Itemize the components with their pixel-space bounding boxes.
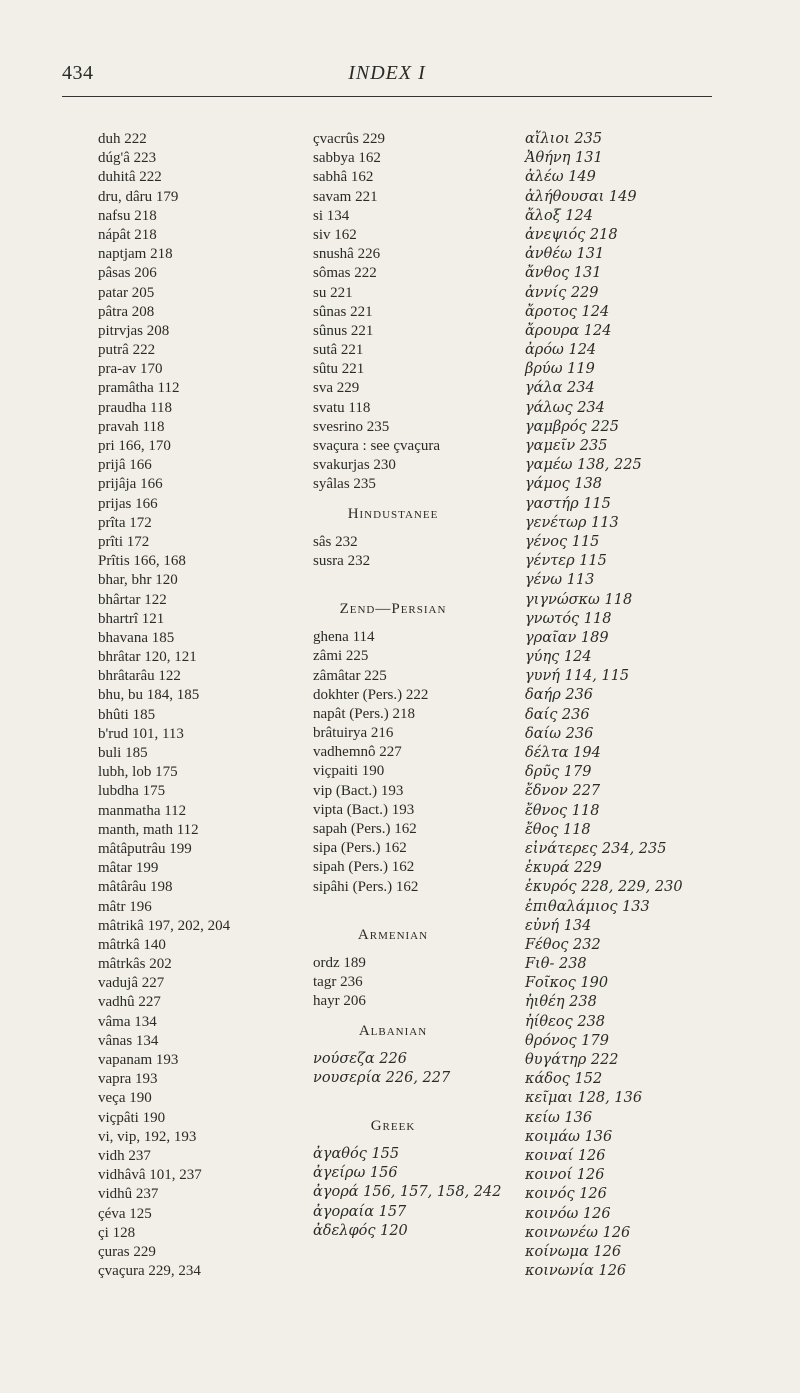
- index-entry: si 134: [313, 207, 350, 224]
- index-entry: γένος 115: [525, 533, 600, 550]
- index-entry: vâma 134: [98, 1013, 157, 1030]
- index-entry: vadhemnô 227: [313, 744, 402, 761]
- index-column-1: [98, 130, 298, 1281]
- index-entry: viçpaiti 190: [313, 763, 385, 780]
- index-entry: vi, vip, 192, 193: [98, 1128, 197, 1145]
- index-entry: sûnas 221: [313, 303, 373, 320]
- index-entry: γνωτός 118: [525, 610, 612, 627]
- index-entry: ἀγείρω 156: [313, 1165, 398, 1182]
- index-entry: ἀγαθός 155: [313, 1146, 400, 1163]
- index-entry: ἑκυρός 228, 229, 230: [525, 879, 683, 896]
- index-entry: Fιθ- 238: [525, 956, 587, 973]
- index-entry: γάλως 234: [525, 399, 605, 416]
- index-entry: sipa (Pers.) 162: [313, 840, 407, 857]
- section-heading-albanian: Albanian: [358, 1022, 428, 1039]
- index-entry: κοινόω 126: [525, 1205, 611, 1222]
- index-entry: praudha 118: [98, 399, 173, 416]
- index-entry: ἄνθος 131: [525, 265, 602, 282]
- index-entry: ἄροτος 124: [525, 303, 610, 320]
- index-entry: γέντερ 115: [525, 553, 607, 570]
- index-entry: mâtrkâ 140: [98, 936, 166, 953]
- index-entry: θυγάτηρ 222: [525, 1052, 619, 1068]
- index-entry: νουσερία 226, 227: [313, 1069, 451, 1086]
- index-entry: zâmâtar 225: [313, 667, 387, 684]
- index-entry: δαήρ 236: [525, 687, 594, 704]
- index-entry: ἐπιθαλάμιος 133: [525, 898, 650, 915]
- section-heading-hindustanee: Hindustanee: [347, 505, 439, 522]
- index-entry: duhitâ 222: [98, 169, 162, 186]
- index-entry: mâtâputrâu 199: [98, 840, 192, 857]
- index-entry: vidh 237: [98, 1147, 151, 1164]
- index-entry: vidhû 237: [98, 1186, 159, 1203]
- index-entry: κοινοί 126: [525, 1167, 605, 1184]
- index-entry: γενέτωρ 113: [525, 514, 619, 531]
- index-entry: γάλα 234: [525, 380, 595, 397]
- index-entry: bhrâtarâu 122: [98, 668, 181, 685]
- index-entry: sipâhi (Pers.) 162: [313, 878, 419, 895]
- spacer: [313, 571, 513, 590]
- index-entry: syâlas 235: [313, 476, 376, 493]
- section-heading-armenian: Armenian: [357, 926, 429, 943]
- index-entry: κείω 136: [525, 1109, 593, 1126]
- index-entry: çéva 125: [98, 1205, 152, 1222]
- index-entry: dru, dâru 179: [98, 188, 179, 205]
- index-entry: ἀγοραία 157: [313, 1203, 407, 1220]
- index-column-2: [313, 130, 513, 1241]
- index-entry: ἔθνος 118: [525, 802, 600, 819]
- index-entry: sabhâ 162: [313, 169, 374, 186]
- section-heading-zend-persian: Zend—Persian: [339, 601, 447, 618]
- index-entry: ἀγορά 156, 157, 158, 242: [313, 1184, 502, 1201]
- index-entry: dokhter (Pers.) 222: [313, 686, 429, 703]
- spacer: [313, 897, 513, 916]
- index-entry: vipta (Bact.) 193: [313, 801, 415, 818]
- index-entry: ἀλήθουσαι 149: [525, 188, 637, 205]
- index-entry: buli 185: [98, 745, 148, 761]
- index-entry: vip (Bact.) 193: [313, 782, 404, 799]
- index-entry: bhavana 185: [98, 629, 175, 646]
- index-entry: pâsas 206: [98, 265, 157, 282]
- index-entry: bhu, bu 184, 185: [98, 687, 200, 704]
- index-entry: vânas 134: [98, 1032, 159, 1049]
- index-entry: Prîtis 166, 168: [98, 553, 186, 570]
- index-entry: θρόνος 179: [525, 1032, 609, 1049]
- index-entry: pramâtha 112: [98, 380, 180, 397]
- index-entry: εἰνάτερες 234, 235: [525, 840, 667, 857]
- index-entry: γύης 124: [525, 649, 592, 666]
- index-entry: mâtrikâ 197, 202, 204: [98, 917, 231, 934]
- index-entry: putrâ 222: [98, 342, 156, 359]
- index-entry: ἀνεψιός 218: [525, 226, 618, 243]
- index-entry: tagr 236: [313, 974, 363, 991]
- index-entry: svakurjas 230: [313, 457, 396, 474]
- index-entry: αἴλιοι 235: [525, 131, 603, 147]
- index-entry: b'rud 101, 113: [98, 725, 184, 742]
- index-entry: κοινωνέω 126: [525, 1224, 631, 1241]
- index-entry: çvaçura 229, 234: [98, 1263, 201, 1280]
- index-entry: pra-av 170: [98, 361, 163, 378]
- index-entry: çvacrûs 229: [313, 131, 386, 147]
- index-entry: lubh, lob 175: [98, 764, 178, 781]
- index-entry: naptjam 218: [98, 246, 173, 263]
- index-entry: prijas 166: [98, 495, 158, 512]
- index-entry: svatu 118: [313, 399, 371, 416]
- index-entry: zâmi 225: [313, 648, 369, 665]
- index-entry: Fοῖκος 190: [525, 975, 609, 992]
- index-entry: δρῦς 179: [525, 764, 592, 781]
- index-entry: Ἀθήνη 131: [525, 150, 603, 167]
- index-entry: çuras 229: [98, 1243, 156, 1260]
- page-number: 434: [62, 62, 94, 84]
- index-entry: mâtârâu 198: [98, 879, 173, 896]
- index-entry: vidhâvâ 101, 237: [98, 1167, 202, 1184]
- index-entry: γαμέω 138, 225: [525, 457, 642, 474]
- index-entry: bhartrî 121: [98, 610, 165, 627]
- index-entry: γένω 113: [525, 572, 595, 589]
- index-entry: δαίς 236: [525, 706, 590, 723]
- index-entry: patar 205: [98, 284, 155, 301]
- index-entry: lubdha 175: [98, 783, 166, 800]
- index-entry: ἀννίς 229: [525, 284, 599, 301]
- index-entry: κοιναί 126: [525, 1147, 606, 1164]
- index-entry: hayr 206: [313, 993, 366, 1010]
- index-entry: ἔθος 118: [525, 821, 591, 838]
- index-entry: sutâ 221: [313, 342, 364, 359]
- index-entry: bhar, bhr 120: [98, 572, 178, 589]
- index-entry: ἄλοξ 124: [525, 207, 593, 224]
- index-entry: viçpâti 190: [98, 1109, 166, 1126]
- index-entry: pâtra 208: [98, 303, 155, 320]
- index-entry: κοινωνία 126: [525, 1263, 627, 1280]
- spacer: [313, 1088, 513, 1107]
- index-entry: ἑκυρά 229: [525, 860, 602, 877]
- index-entry: savam 221: [313, 188, 378, 205]
- index-entry: nápât 218: [98, 226, 157, 243]
- index-entry: sâs 232: [313, 533, 358, 550]
- index-entry: napât (Pers.) 218: [313, 705, 416, 722]
- index-entry: δέλτα 194: [525, 745, 601, 761]
- index-column-3: [525, 130, 740, 1281]
- index-entry: ἀδελφός 120: [313, 1222, 408, 1239]
- index-entry: mâtar 199: [98, 860, 159, 877]
- index-entry: snushâ 226: [313, 246, 381, 263]
- index-entry: pravah 118: [98, 418, 165, 435]
- index-entry: ἀνθέω 131: [525, 246, 605, 263]
- index-entry: ἀλέω 149: [525, 169, 596, 186]
- index-entry: prijâja 166: [98, 476, 163, 493]
- index-entry: vadujâ 227: [98, 975, 165, 992]
- index-entry: ἠίθεος 238: [525, 1013, 606, 1030]
- index-entry: κοίνωμα 126: [525, 1243, 622, 1260]
- index-entry: γαμβρός 225: [525, 418, 619, 435]
- index-entry: sapah (Pers.) 162: [313, 821, 417, 837]
- index-entry: εὐνή 134: [525, 917, 592, 934]
- page-header: [62, 62, 712, 100]
- index-entry: mâtrkâs 202: [98, 956, 172, 973]
- index-entry: sômas 222: [313, 265, 377, 282]
- index-entry: κεῖμαι 128, 136: [525, 1090, 643, 1107]
- index-entry: prîti 172: [98, 533, 150, 550]
- index-entry: su 221: [313, 284, 353, 301]
- index-entry: βρύω 119: [525, 361, 595, 378]
- index-entry: ἀρόω 124: [525, 342, 597, 359]
- index-entry: dúg'â 223: [98, 150, 157, 167]
- running-title: INDEX I: [348, 62, 426, 84]
- index-entry: manmatha 112: [98, 802, 187, 819]
- section-heading-greek: Greek: [370, 1118, 416, 1135]
- index-entry: ἔδνον 227: [525, 783, 601, 800]
- index-entry: manth, math 112: [98, 821, 199, 838]
- index-entry: bhârtar 122: [98, 591, 167, 608]
- index-entry: çi 128: [98, 1224, 136, 1241]
- index-entry: svaçura : see çvaçura: [313, 438, 441, 454]
- index-entry: mâtr 196: [98, 898, 152, 915]
- index-entry: γαστήρ 115: [525, 495, 611, 512]
- index-entry: vapanam 193: [98, 1052, 179, 1068]
- index-entry: γυνή 114, 115: [525, 668, 630, 685]
- index-entry: sûtu 221: [313, 361, 365, 378]
- index-entry: Fέθος 232: [525, 936, 601, 953]
- index-entry: susra 232: [313, 552, 371, 569]
- index-entry: vapra 193: [98, 1071, 158, 1088]
- index-entry: ghena 114: [313, 629, 375, 646]
- index-entry: γραῖαν 189: [525, 629, 609, 646]
- index-entry: siv 162: [313, 226, 357, 243]
- index-entry: brâtuirya 216: [313, 725, 394, 742]
- index-entry: sva 229: [313, 380, 360, 397]
- index-entry: κοιμάω 136: [525, 1128, 613, 1145]
- index-entry: ἠιθέη 238: [525, 994, 597, 1011]
- index-entry: bhûti 185: [98, 706, 156, 723]
- index-entry: γιγνώσκω 118: [525, 591, 633, 608]
- index-entry: vadhû 227: [98, 994, 161, 1011]
- index-entry: κάδος 152: [525, 1071, 603, 1088]
- index-entry: pitrvjas 208: [98, 322, 170, 339]
- index-entry: γάμος 138: [525, 476, 603, 493]
- index-entry: sûnus 221: [313, 322, 374, 339]
- index-entry: ordz 189: [313, 954, 366, 971]
- index-entry: δαίω 236: [525, 725, 594, 742]
- index-entry: sipah (Pers.) 162: [313, 859, 415, 876]
- index-entry: veça 190: [98, 1090, 152, 1107]
- index-entry: nafsu 218: [98, 207, 157, 224]
- index-entry: sabbya 162: [313, 150, 381, 167]
- index-entry: pri 166, 170: [98, 438, 171, 454]
- index-entry: κοινός 126: [525, 1186, 607, 1203]
- header-rule: [62, 96, 712, 97]
- index-entry: prîta 172: [98, 514, 152, 531]
- index-entry: γαμεῖν 235: [525, 438, 608, 454]
- index-entry: νούσεζα 226: [313, 1050, 407, 1067]
- index-entry: duh 222: [98, 131, 147, 147]
- index-entry: ἄρουρα 124: [525, 322, 612, 339]
- index-entry: prijâ 166: [98, 457, 152, 474]
- index-entry: svesrino 235: [313, 418, 390, 435]
- index-entry: bhrâtar 120, 121: [98, 649, 197, 666]
